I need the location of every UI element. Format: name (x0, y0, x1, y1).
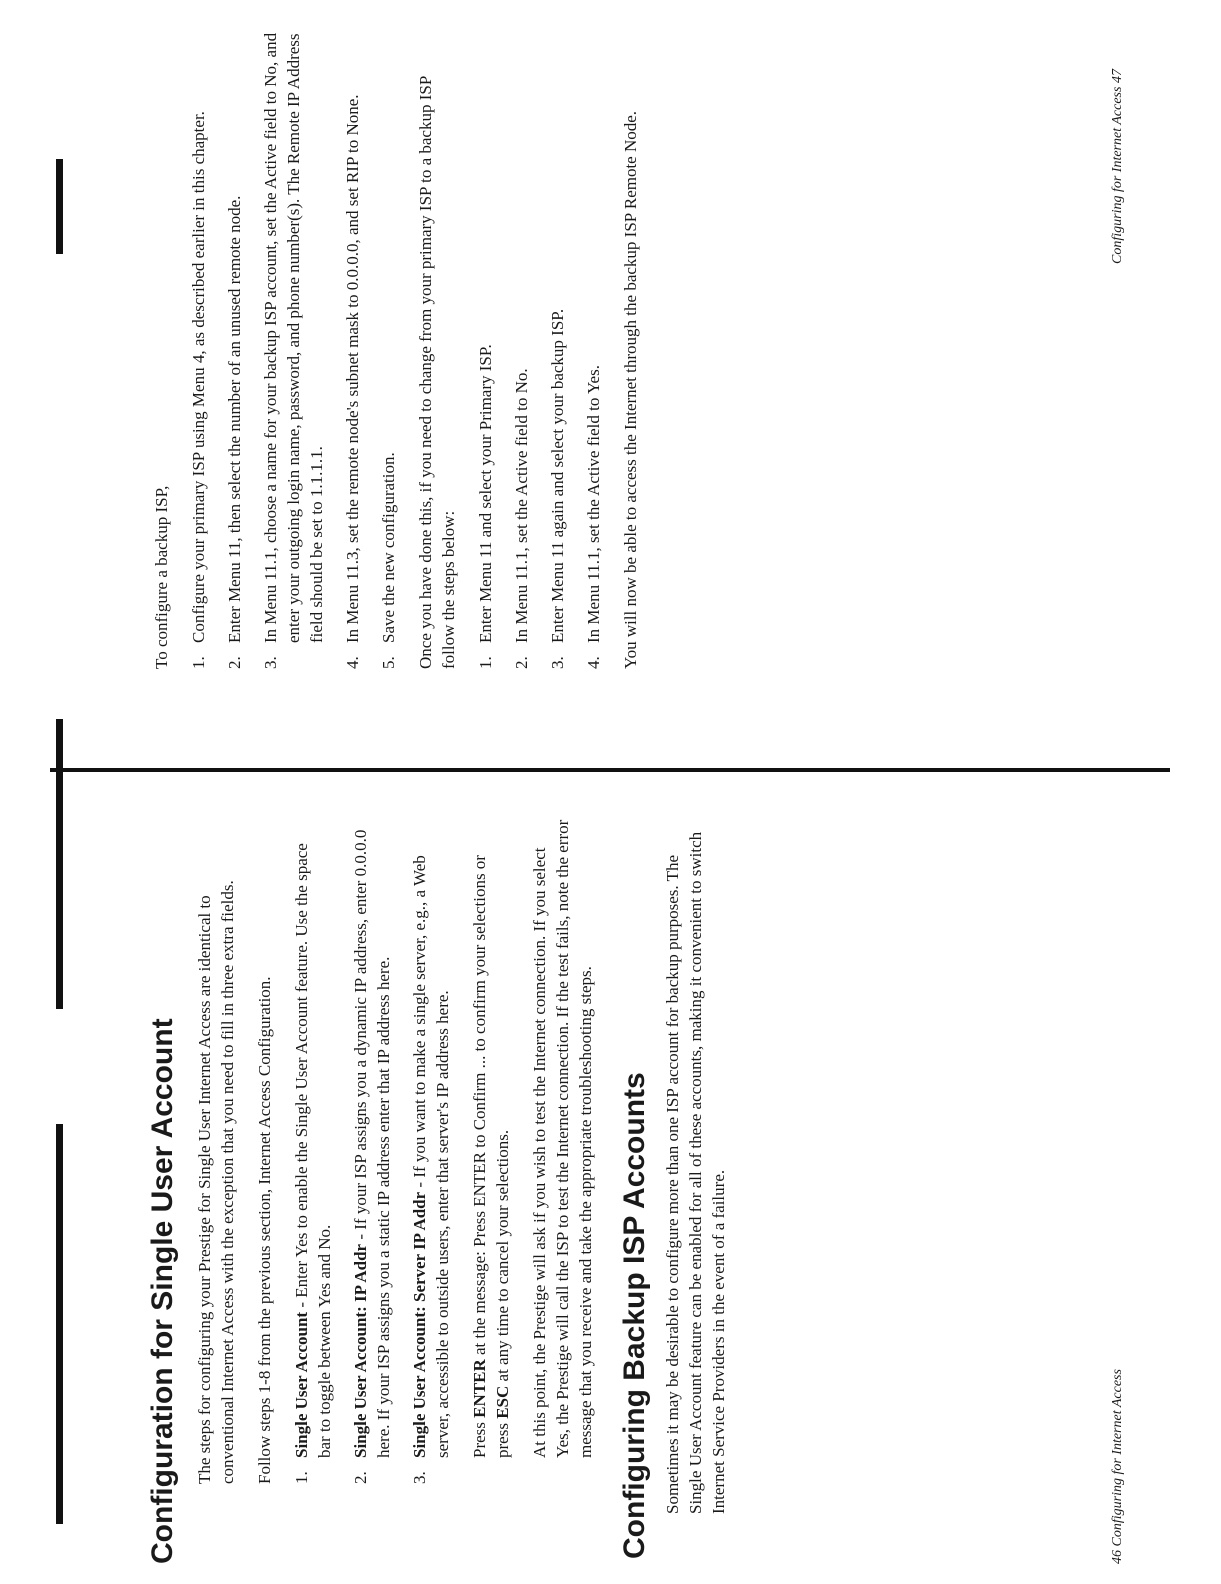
test-paragraph: At this point, the Prestige will ask if you wish to test the Internet connection. If you select Yes, the Prestige will call the ISP to test the Internet connection. If the test fails, note the error message that you receive and take the appropriate troubleshooting steps. (530, 819, 595, 1458)
backup-section-title: Configuring Backup ISP Accounts (618, 1072, 651, 1559)
list-item: 2. In Menu 11.1, set the Active field to No. (512, 368, 531, 669)
top-bar-middle (56, 719, 63, 1009)
left-page (146, 819, 744, 1564)
section-title: Configuration for Single User Account (146, 1018, 179, 1564)
list-item: 1. Single User Account - Enter Yes to enable the Single User Account feature. Use the space bar to toggle between Yes and No. (292, 843, 334, 1484)
list-item: 4. In Menu 11.1, set the Active field to Yes. (584, 365, 603, 669)
top-bar-left (56, 1124, 63, 1524)
intro-paragraph: The steps for configuring your Prestige for Single User Internet Access are identical to conventional Internet Access with the exception that you need to fill in three extra fields. (195, 880, 237, 1484)
final-paragraph: You will now be able to access the Internet through the backup ISP Remote Node. (621, 110, 640, 669)
list-item: 3. Enter Menu 11 again and select your backup ISP. (548, 308, 567, 669)
list-item: 4. In Menu 11.3, set the remote node's subnet mask to 0.0.0.0, and set RIP to None. (343, 94, 362, 669)
list-item: 1. Enter Menu 11 and select your Primary ISP. (476, 344, 495, 669)
steps-reference-paragraph: Follow steps 1-8 from the previous section, Internet Access Configuration. (255, 976, 274, 1484)
right-page (150, 29, 656, 669)
list-item: 5. Save the new configuration. (379, 452, 398, 669)
list-item: 3. In Menu 11.1, choose a name for your backup ISP account, set the Active field to No, and enter your outgoing login name, password, and phone number(s). The Remote IP Address field should be set to 1.1.1.1. (261, 32, 326, 669)
left-page-footer: 46 Configuring for Internet Access (1110, 1369, 1125, 1564)
list-item: 3. Single User Account: Server IP Addr - If you want to make a single server, e.g., a Web server, accessible to outside users, enter that server's IP address here. (410, 855, 452, 1484)
list-item: 1. Configure your primary ISP using Menu 4, as described earlier in this chapter. (189, 111, 208, 669)
backup-paragraph: Sometimes it may be desirable to configure more than one ISP account for backup purposes. The Single User Account feature can be enabled for all of these accounts, making it convenient to switch Internet Service Providers in the event of a failure. (663, 831, 728, 1514)
top-bar-right (56, 159, 63, 254)
backup-intro: To configure a backup ISP, (152, 485, 171, 669)
right-page-footer: Configuring for Internet Access 47 (1110, 69, 1125, 264)
single-user-steps (290, 819, 454, 1484)
list-item: 2. Enter Menu 11, then select the number of an unused remote node. (225, 195, 244, 669)
list-item: 2. Single User Account: IP Addr - If your ISP assigns you a dynamic IP address, enter 0.0.0.0 here. If your ISP assigns you a static IP address enter that IP address here. (351, 829, 393, 1484)
press-enter-paragraph: Press ENTER at the message: Press ENTER to Confirm ... to confirm your selections or press ESC at any time to cancel your selections. (470, 855, 512, 1458)
page-divider (50, 768, 1170, 772)
switch-paragraph: Once you have done this, if you need to change from your primary ISP to a backup ISP follow the steps below: (416, 76, 458, 669)
backup-steps (187, 29, 400, 669)
switch-steps (474, 29, 605, 669)
